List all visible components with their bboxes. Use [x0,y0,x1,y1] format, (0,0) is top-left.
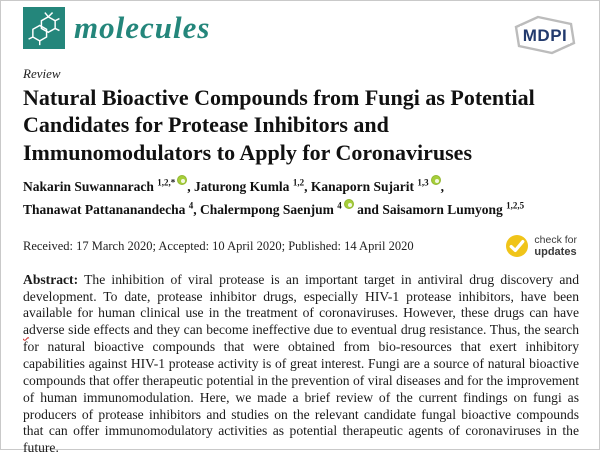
page-title: Natural Bioactive Compounds from Fungi as Potential Candidates for Protease Inhibitors and Immunomodulators to Apply for Coronaviruses [23,85,535,165]
check-for-updates-badge[interactable] [505,234,577,259]
orcid-icon[interactable] [344,199,354,209]
author: Jaturong Kumla $^{1,2}$, [194,177,311,194]
check-icon [505,234,529,258]
mdpi-logo-text: MDPI [522,26,568,45]
page-header [23,7,579,57]
abstract-label: Abstract: [23,271,79,287]
author: Saisamorn Lumyong $^{1,2,5}$ [382,200,525,218]
authors-line [23,175,579,222]
abstract-paragraph [23,272,579,457]
orcid-icon[interactable] [431,175,441,185]
journal-name: molecules [74,10,211,45]
spellcheck-marked-letter: a [23,322,30,338]
meta-row [23,234,579,259]
author: Chalermpong Saenjum $^4$ and [200,200,383,218]
molecules-journal-logo[interactable] [23,7,210,49]
article-type-label: Review [23,66,61,81]
check-for-updates-label: check for updates [534,234,577,259]
mdpi-logo[interactable] [511,15,579,60]
author: Kanaporn Sujarit $^{1,3}$ , [310,177,444,194]
abstract-text-pre: The inhibition of viral protease is an important target in antiviral drug discovery and development. To date, protease inhibitor drugs, especially HIV-1 protease inhibitors, have been available for human clinical use in the treatment of coronaviruses. However, these drugs can have [23,271,580,321]
author: Thanawat Pattananandecha $^4$, [23,200,201,218]
author: Nakarin Suwannarach $^{1,2,*}$ , [23,177,195,194]
molecule-structure-icon [23,7,65,49]
dates-line: Received: 17 March 2020; Accepted: 10 April 2020; Published: 14 April 2020 [23,238,414,253]
article-page [1,1,599,457]
abstract-text-post: dverse side effects and they can become ineffective due to eventual drug resistance. Thus, the search for natural bioactive compounds that were obtained from bio-resources that exert inhibitory capabilities against HIV-1 protease activity is of great interest. Fungi are a source of natural bioactive compounds that offer therapeutic potential in the prevention of viral diseases and for the improvement of human immunomodulation. Here, we made a brief review of the current findings on fungi as producers of protease inhibitors and studies on the relevant candidate fungal bioactive compounds that can offer immunomodulatory activities as potential therapeutic agents of coronaviruses in the future. [23,322,579,456]
orcid-icon[interactable] [177,175,187,185]
